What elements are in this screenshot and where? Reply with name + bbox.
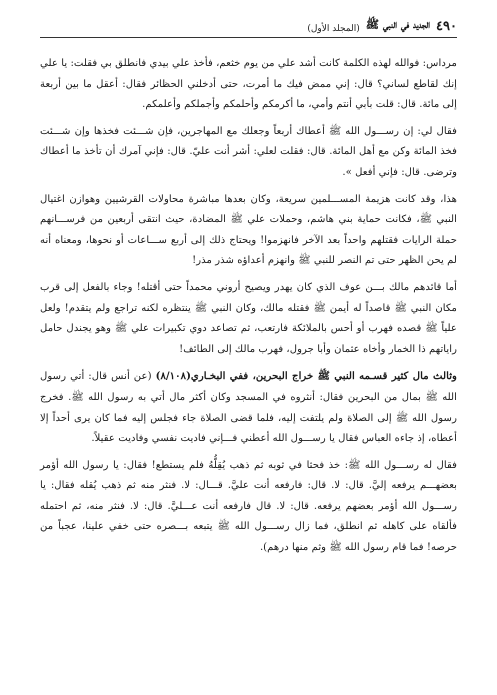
- paragraph: أما قائدهم مالك بـــن عوف الذي كان يهدر ويصيح أروني محمداً حتى أقتله! وجاء بالفعل إلى قرب مكان النبي ﷺ قاصداً له أيمن ﷺ فقتله مالك، وكان النبي ﷺ ينتظره لكنه تراجع ولم يتقدم! ولعل علياً ﷺ قصده فهرب أو أحس بالملائكة فارتعب، ثم تصاعد دوي تكبيرات علي ﷺ وهو يجندل حامل راياتهم ذا الخمار وأخاه عثمان وأبا جرول، فهرب مالك إلى الطائف!: [40, 281, 457, 355]
- page-header: [40, 14, 457, 38]
- paragraph: فقال لي: إن رســـول الله ﷺ أعطاك أربعاً وجعلك مع المهاجرين، فإن شـــئت فخذها وإن شـــئت فخذ المائة وكن مع أهل المائة. قال: فقلت لعلي: أشر أنت عليّ. قال: فإني آمرك أن تأخذ ما أعطاك وترضى. قال: فإني أفعل ».: [40, 125, 457, 178]
- header-title-group: [307, 18, 457, 34]
- paragraph: مرداس: فوالله لهذه الكلمة كانت أشد علي من يوم خثعم، فأخذ علي بيدي فانطلق بي فقلت: يا علي إنك لقاطع لساني؟ قال: إني ممض فيك ما أمرت، حتى أدخلني الحظائر فقال: أعقل ما بين أربعة إلى مائة. قال: قلت بأبي أنتم وأمي، ما أكرمكم وأحلمكم وأجملكم وأعلمكم.: [40, 58, 457, 111]
- paragraph: فقال له رســـول الله ﷺ: خذ فحثا في ثوبه ثم ذهب يُقِلُّهُ فلم يستطع! فقال: يا رسول الله أؤمر بعضهـــم يرفعه إليَّ. قال: لا. قال: فارفعه أنت عليَّ. قـــال: لا. فنثر منه ثم ذهب يُقله فقال: يا رســـول الله أؤمر بعضهم يرفعه. قال: لا. قال فارفعه أنت عـــليَّ. قال: لا. فنثر منه، ثم احتمله فألقاه على كاهله ثم انطلق، فما زال رســـول الله ﷺ يتبعه بـــصره حتى خفي علينا، عجباً من حرصه! فما قام رسول الله ﷺ وثم منها درهم).: [40, 459, 457, 554]
- paragraph: هذا، وقد كانت هزيمة المســـلمين سريعة، وكان بعدها مباشرة محاولات القرشيين وهوازن اغتيال النبي ﷺ، فكانت حماية بني هاشم، وحملات علي ﷺ المضادة، حيث انتقى أربعين من فرســـانهم حملة الرايات فقتلهم واحداً بعد الآخر فانهزموا! ويحتاج ذلك إلى أربع ســـاعات أو نحوها، ومعناه أنه لم يحن الظهر حتى تم النصر للنبي ﷺ وانهزم أعداؤه شذر مذر!: [40, 193, 457, 267]
- section-paragraph: [40, 366, 457, 449]
- page-number: ٤٩٠: [436, 19, 457, 34]
- section-text: (عن أنس قال: أتي رسول الله ﷺ بمال من البحرين فقال: أنثروه في المسجد وكان أكثر مال أتي به رسول الله ﷺ. فخرج رسول الله ﷺ إلى الصلاة ولم يلتفت إليه، فلما قضى الصلاة جاء فجلس إليه فما كان يرى أحداً إلا أعطاه، إذ جاءه العباس فقال يا رســـول الله أعطني فـــإني فاديت نفسي وفاديت عقيلاً.: [40, 371, 457, 445]
- book-title: الجديد في النبي ﷺ: [365, 18, 431, 31]
- section-heading: وثالث مال كثير قسـمه النبي ﷺ خراج البحرين، ففي البخـاري(٨/١٠٨): [155, 370, 457, 383]
- volume-label: (المجلد الأول): [307, 24, 360, 34]
- page-body: [40, 54, 457, 685]
